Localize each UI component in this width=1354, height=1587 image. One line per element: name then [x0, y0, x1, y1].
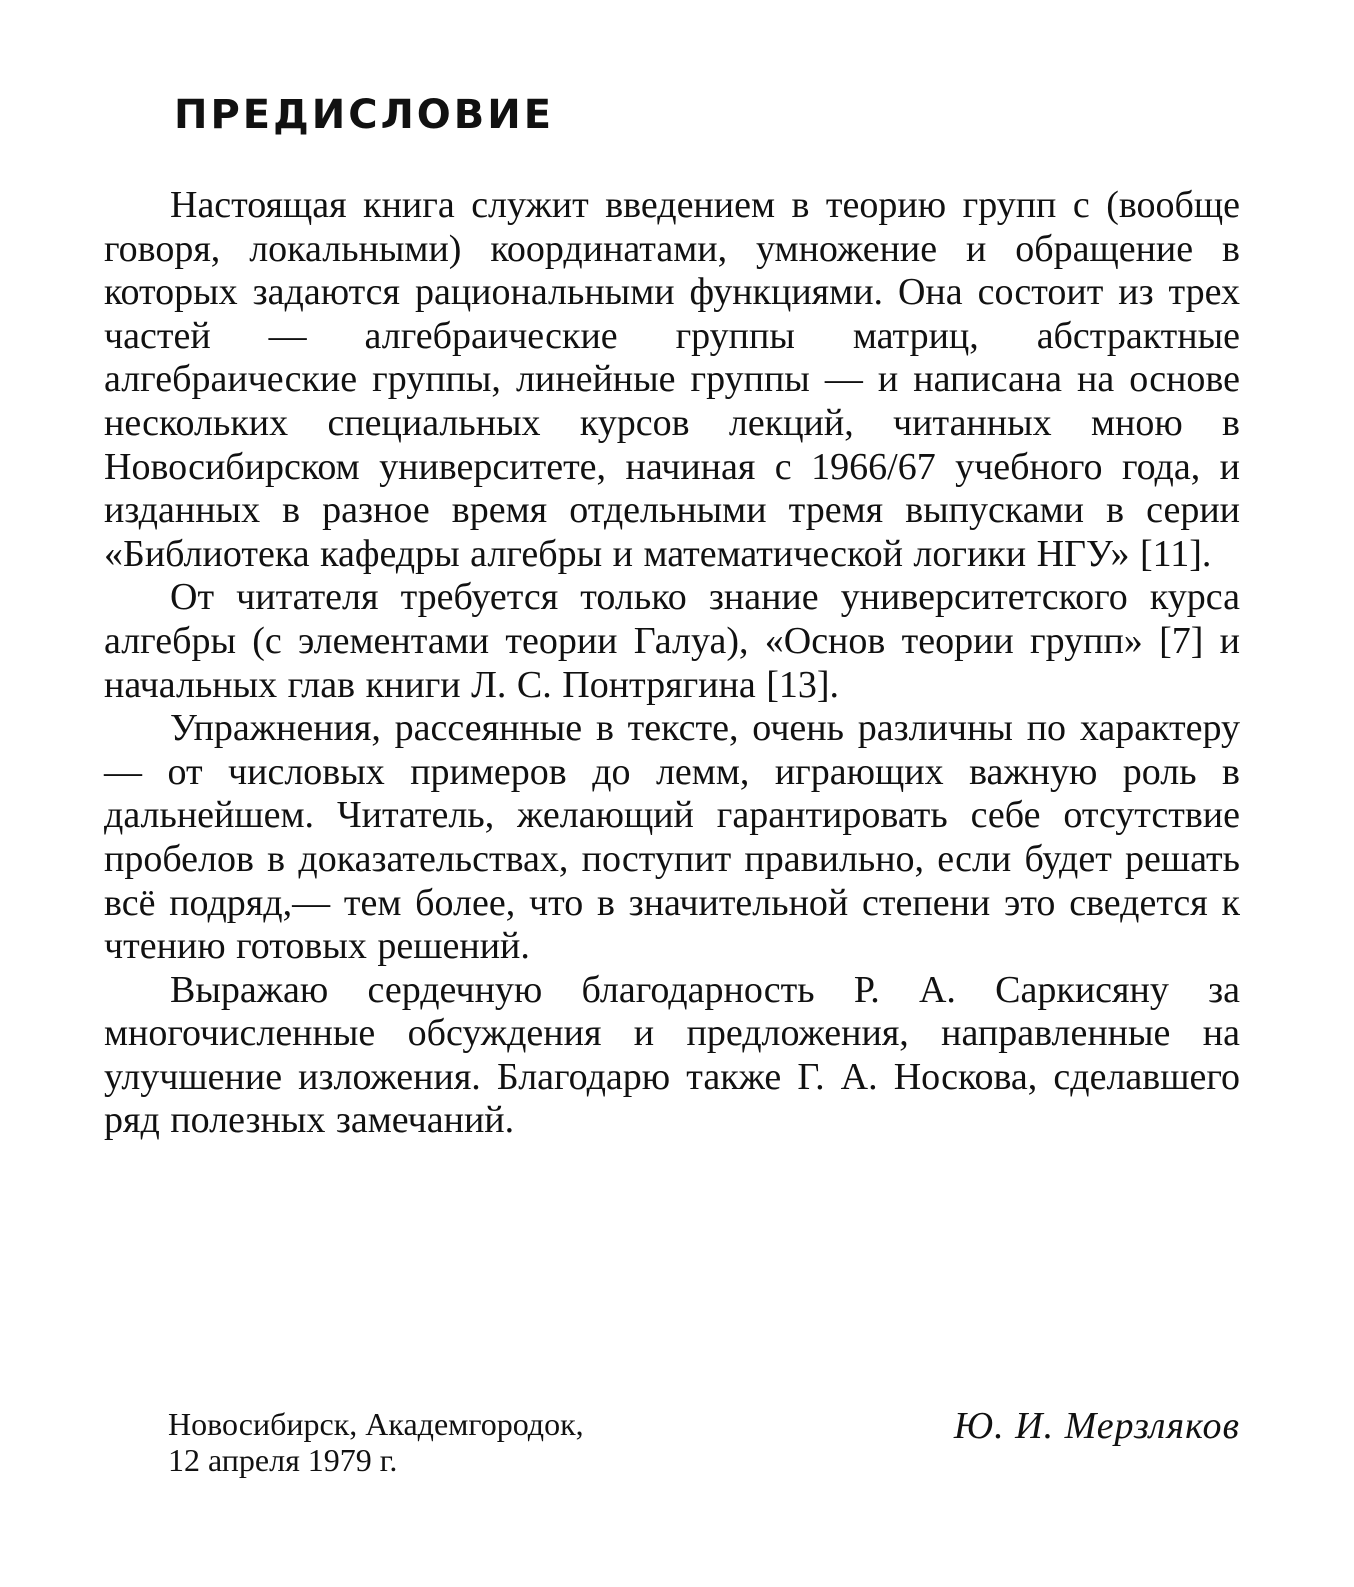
paragraph-intro: Настоящая книга служит введением в теорию групп с (вообще говоря, локальными) координатами, умножение и обращение в которых задаются рациональными функциями. Она состоит из трех частей — алгебраические группы матриц, абстрактные алгебраические группы, линейные группы — и написана на основе нескольких специальных курсов лекций, читанных мною в Новосибирском университете, начиная с 1966/67 учебного года, и изданных в разное время отдельными тремя выпусками в серии «Библиотека кафедры алгебры и математической логики НГУ» [11]. — [104, 184, 1240, 575]
preface-heading: ПРЕДИСЛОВИЕ — [174, 92, 555, 138]
paragraph-exercises: Упражнения, рассеянные в тексте, очень различны по характеру — от числовых примеров до лемм, играющих важную роль в дальнейшем. Читатель, желающий гарантировать себе отсутствие пробелов в доказательствах, поступит правильно, если будет решать всё подряд,— тем более, что в значительной степени это сведется к чтению готовых решений. — [104, 707, 1240, 968]
paragraph-acknowledgements: Выражаю сердечную благодарность Р. А. Саркисяну за многочисленные обсуждения и предложения, направленные на улучшение изложения. Благодарю также Г. А. Носкова, сделавшего ряд полезных замечаний. — [104, 968, 1240, 1142]
author-signature: Ю. И. Мерзляков — [953, 1405, 1240, 1447]
date-line: 12 апреля 1979 г. — [168, 1442, 398, 1478]
place-and-date — [168, 1406, 584, 1478]
preface-body — [104, 184, 1240, 1143]
preface-footer — [104, 1406, 1240, 1506]
place-line: Новосибирск, Академгородок, — [168, 1406, 584, 1442]
paragraph-prerequisites: От читателя требуется только знание университетского курса алгебры (с элементами теории Галуа), «Основ теории групп» [7] и начальных глав книги Л. С. Понтрягина [13]. — [104, 576, 1240, 706]
